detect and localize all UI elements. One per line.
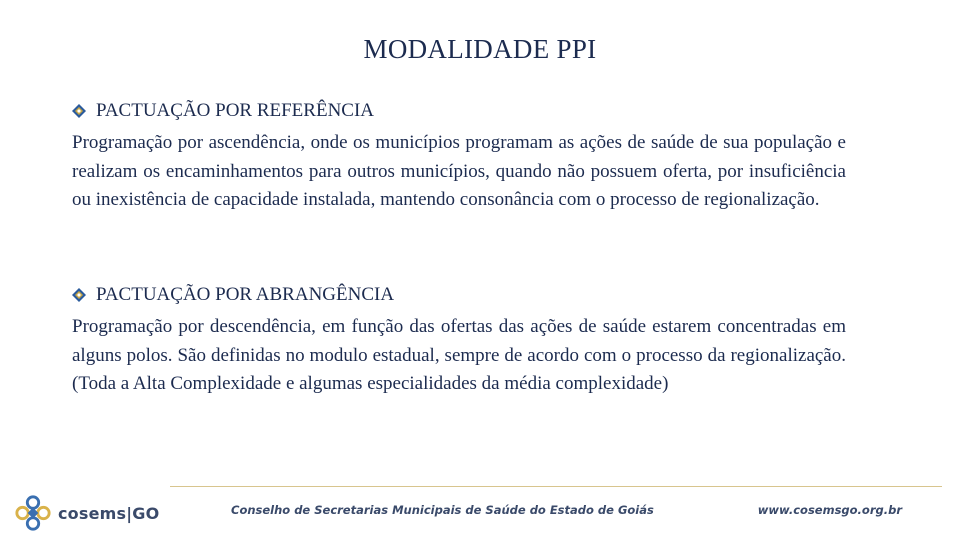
section-text: Programação por descendência, em função das ofertas das ações de saúde estarem concentradas em alguns polos. São definidas no modulo estadual, sempre de acordo com o processo da regionalização. (Toda a Alta Complexidade e algumas especialidades da média complexidade) — [72, 316, 846, 395]
cosems-emblem-icon — [14, 494, 52, 532]
footer-divider — [170, 486, 942, 487]
cosems-logo — [14, 493, 159, 533]
section-text: Programação por ascendência, onde os municípios programam as ações de saúde de sua população e realizam os encaminhamentos para outros municípios, quando não possuem oferta, por insuficiência ou inexistência de capacidade instalada, mantendo consonância com o processo de regionalização. — [72, 132, 846, 211]
footer-organization: Conselho de Secretarias Municipais de Saúde do Estado de Goiás — [231, 503, 654, 517]
slide-title: MODALIDADE PPI — [363, 34, 597, 64]
diamond-bullet-icon — [72, 288, 86, 302]
section-heading — [72, 281, 846, 309]
section-referencia — [72, 97, 846, 215]
section-heading — [72, 97, 846, 125]
logo-text: cosems|GO — [58, 503, 160, 523]
section-abrangencia — [72, 281, 846, 399]
section-heading-label: PACTUAÇÃO POR REFERÊNCIA — [96, 100, 375, 121]
section-heading-label: PACTUAÇÃO POR ABRANGÊNCIA — [96, 284, 395, 305]
diamond-bullet-icon — [72, 104, 86, 118]
footer-website-link[interactable]: www.cosemsgo.org.br — [757, 503, 902, 517]
